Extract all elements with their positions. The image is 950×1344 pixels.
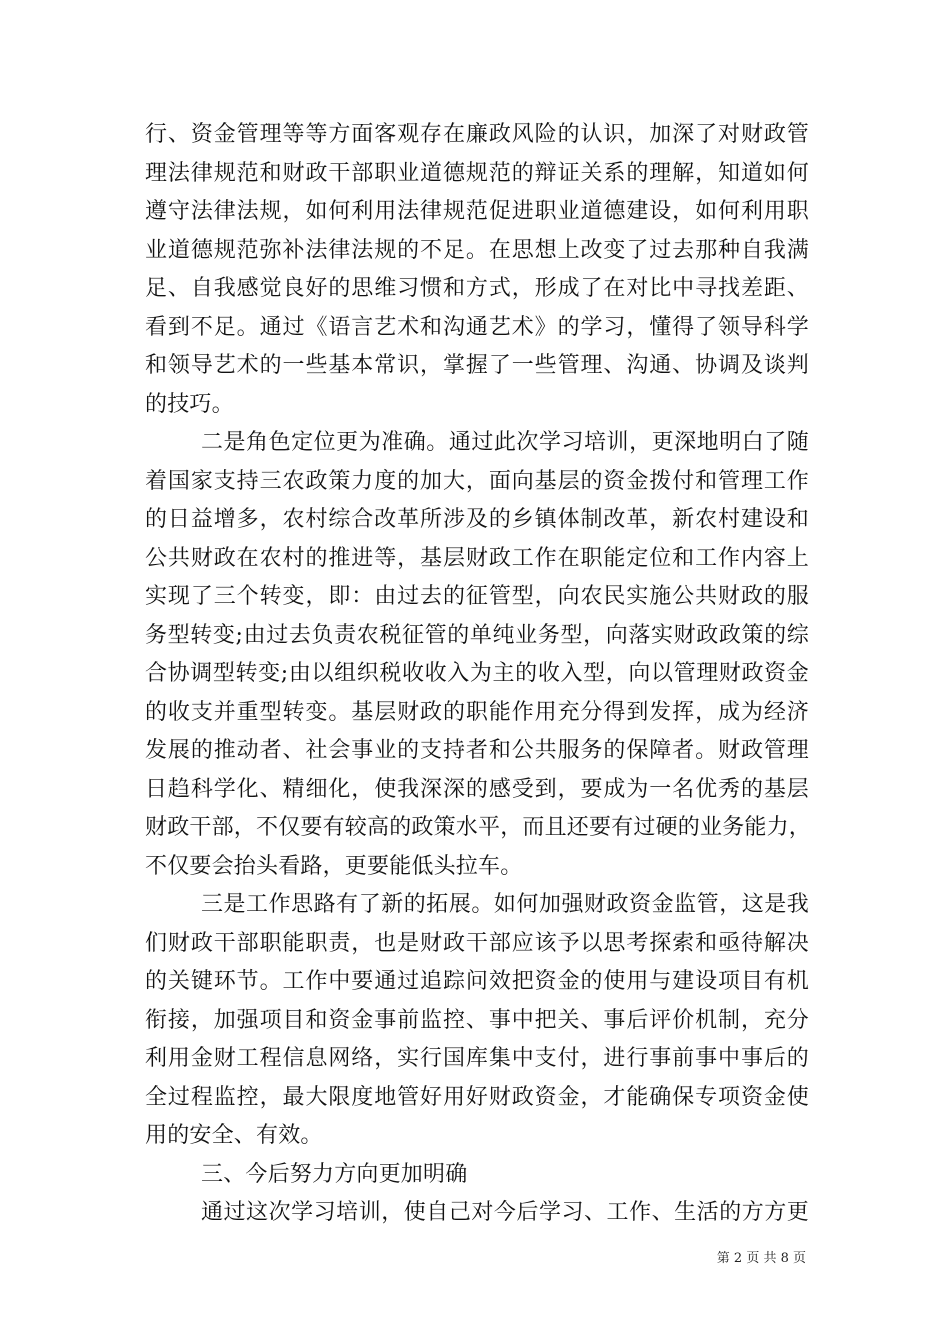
section-heading: 三、今后努力方向更加明确 bbox=[201, 1161, 468, 1187]
text-line: 用的安全、有效。 bbox=[145, 1123, 323, 1148]
text-line: 的关键环节。工作中要通过追踪问效把资金的使用与建设项目有机 bbox=[145, 969, 809, 994]
text-line: 务型转变;由过去负责农税征管的单纯业务型，向落实财政政策的综 bbox=[145, 622, 809, 648]
page-number: 第 2 页 共 8 页 bbox=[716, 1251, 806, 1266]
text-line: 发展的推动者、社会事业的支持者和公共服务的保障者。财政管理 bbox=[145, 738, 809, 763]
text-line: 合协调型转变;由以组织税收收入为主的收入型，向以管理财政资金 bbox=[145, 661, 809, 686]
text-line: 足、自我感觉良好的思维习惯和方式，形成了在对比中寻找差距、 bbox=[145, 276, 809, 301]
text-line: 利用金财工程信息网络，实行国库集中支付，进行事前事中事后的 bbox=[145, 1046, 809, 1071]
text-line: 的收支并重型转变。基层财政的职能作用充分得到发挥，成为经济 bbox=[145, 699, 809, 725]
text-line: 和领导艺术的一些基本常识，掌握了一些管理、沟通、协调及谈判 bbox=[145, 353, 809, 378]
text-line: 的技巧。 bbox=[145, 391, 234, 417]
paragraph-heading-line: 三是工作思路有了新的拓展。如何加强财政资金监管，这是我 bbox=[201, 892, 809, 917]
text-line: 通过这次学习培训，使自己对今后学习、工作、生活的方方更 bbox=[201, 1200, 809, 1225]
text-line: 衔接，加强项目和资金事前监控、事中把关、事后评价机制，充分 bbox=[145, 1007, 809, 1033]
text-line: 财政干部，不仅要有较高的政策水平，而且还要有过硬的业务能力， bbox=[145, 815, 812, 840]
text-line: 看到不足。通过《语言艺术和沟通艺术》的学习，懂得了领导科学 bbox=[145, 314, 809, 340]
text-line: 业道德规范弥补法律法规的不足。在思想上改变了过去那种自我满 bbox=[145, 237, 809, 263]
text-line: 遵守法律法规，如何利用法律规范促进职业道德建设，如何利用职 bbox=[145, 199, 809, 224]
paragraph-heading-line: 二是角色定位更为准确。通过此次学习培训，更深地明白了随 bbox=[201, 430, 809, 455]
document-body bbox=[145, 116, 812, 1233]
text-line: 行、资金管理等等方面客观存在廉政风险的认识，加深了对财政管 bbox=[145, 122, 809, 147]
text-line: 理法律规范和财政干部职业道德规范的辩证关系的理解，知道如何 bbox=[145, 160, 809, 186]
text-line: 日趋科学化、精细化，使我深深的感受到，要成为一名优秀的基层 bbox=[145, 776, 809, 802]
text-line: 实现了三个转变，即：由过去的征管型，向农民实施公共财政的服 bbox=[145, 584, 809, 609]
text-line: 全过程监控，最大限度地管好用好财政资金，才能确保专项资金使 bbox=[145, 1084, 809, 1110]
text-line: 公共财政在农村的推进等，基层财政工作在职能定位和工作内容上 bbox=[145, 545, 809, 571]
text-line: 不仅要会抬头看路，更要能低头拉车。 bbox=[145, 853, 523, 879]
text-line: 的日益增多，农村综合改革所涉及的乡镇体制改革，新农村建设和 bbox=[145, 507, 809, 532]
text-line: 着国家支持三农政策力度的加大，面向基层的资金拨付和管理工作 bbox=[145, 468, 809, 494]
text-line: 们财政干部职能职责，也是财政干部应该予以思考探索和亟待解决 bbox=[145, 930, 809, 956]
